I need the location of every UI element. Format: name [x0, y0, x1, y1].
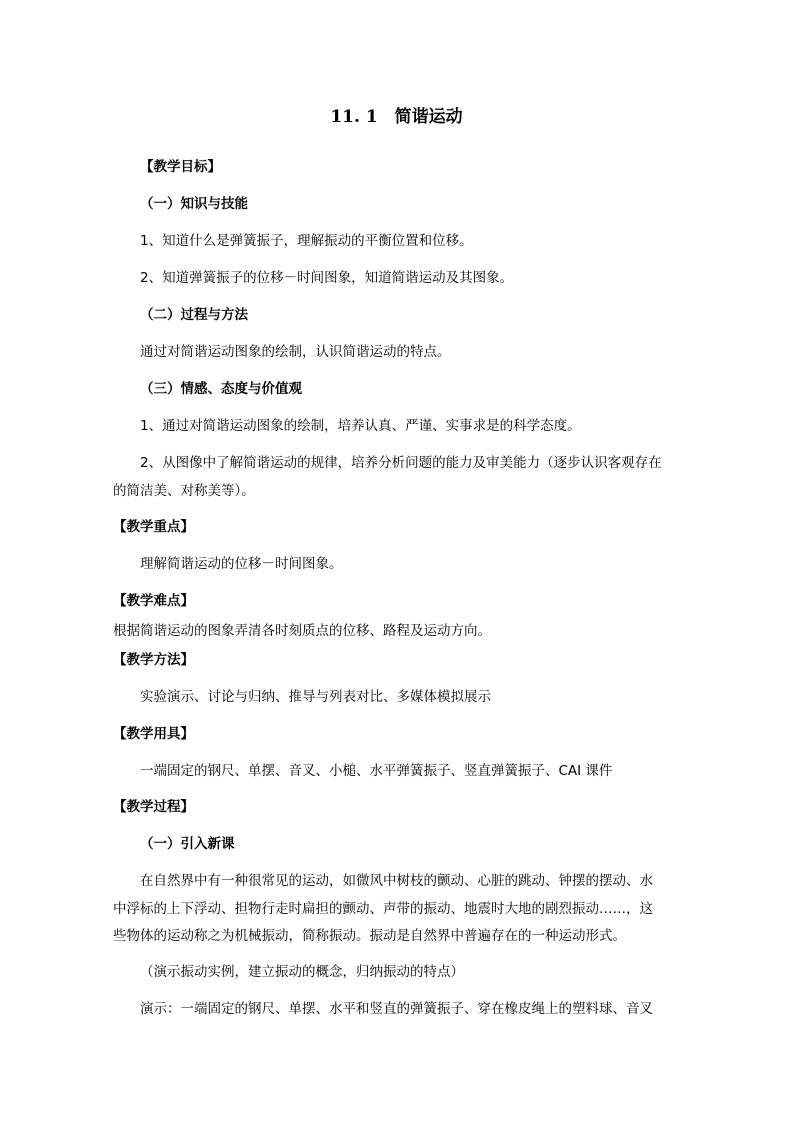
- intro-note: （演示振动实例，建立振动的概念，归纳振动的特点）: [140, 964, 464, 980]
- knowledge-item-2: 2、知道弹簧振子的位移－时间图象，知道简谐运动及其图象。: [140, 270, 514, 286]
- intro-paragraph-line-3: 些物体的运动称之为机械振动，简称振动。振动是自然界中普遍存在的一种运动形式。: [113, 928, 626, 944]
- knowledge-heading: （一）知识与技能: [140, 196, 248, 212]
- intro-heading: （一）引入新课: [140, 836, 235, 852]
- knowledge-item-1: 1、知道什么是弹簧振子，理解振动的平衡位置和位移。: [140, 233, 473, 249]
- process-item-1: 通过对简谐运动图象的绘制，认识简谐运动的特点。: [140, 344, 451, 360]
- procedure-heading: 【教学过程】: [113, 799, 194, 815]
- attitude-heading: （三）情感、态度与价值观: [140, 381, 302, 397]
- objectives-heading: 【教学目标】: [140, 159, 221, 175]
- tools-heading: 【教学用具】: [113, 726, 194, 742]
- document-title: 11. 1 简谐运动: [330, 107, 463, 127]
- intro-paragraph-line-1: 在自然界中有一种很常见的运动，如微风中树枝的颤动、心脏的跳动、钟摆的摆动、水: [140, 873, 653, 889]
- tools-item-1: 一端固定的钢尺、单摆、音叉、小槌、水平弹簧振子、竖直弹簧振子、CAI 课件: [140, 763, 613, 779]
- intro-paragraph-line-2: 中浮标的上下浮动、担物行走时扁担的颤动、声带的振动、地震时大地的剧烈振动……，这: [113, 901, 653, 917]
- attitude-item-1: 1、通过对简谐运动图象的绘制，培养认真、严谨、实事求是的科学态度。: [140, 418, 581, 434]
- keypoint-item-1: 理解简谐运动的位移－时间图象。: [140, 556, 343, 572]
- difficulty-item-1: 根据简谐运动的图象弄清各时刻质点的位移、路程及运动方向。: [113, 623, 491, 639]
- attitude-item-2-line-2: 的简洁美、对称美等）。: [113, 483, 255, 499]
- method-item-1: 实验演示、讨论与归纳、推导与列表对比、多媒体模拟展示: [140, 689, 491, 705]
- difficulty-heading: 【教学难点】: [113, 593, 194, 609]
- method-heading: 【教学方法】: [113, 652, 194, 668]
- process-heading: （二）过程与方法: [140, 307, 248, 323]
- intro-demo-line: 演示：一端固定的钢尺、单摆、水平和竖直的弹簧振子、穿在橡皮绳上的塑料球、音叉: [140, 1001, 653, 1017]
- attitude-item-2-line-1: 2、从图像中了解简谐运动的规律，培养分析问题的能力及审美能力（逐步认识客观存在: [140, 455, 662, 471]
- keypoint-heading: 【教学重点】: [113, 519, 194, 535]
